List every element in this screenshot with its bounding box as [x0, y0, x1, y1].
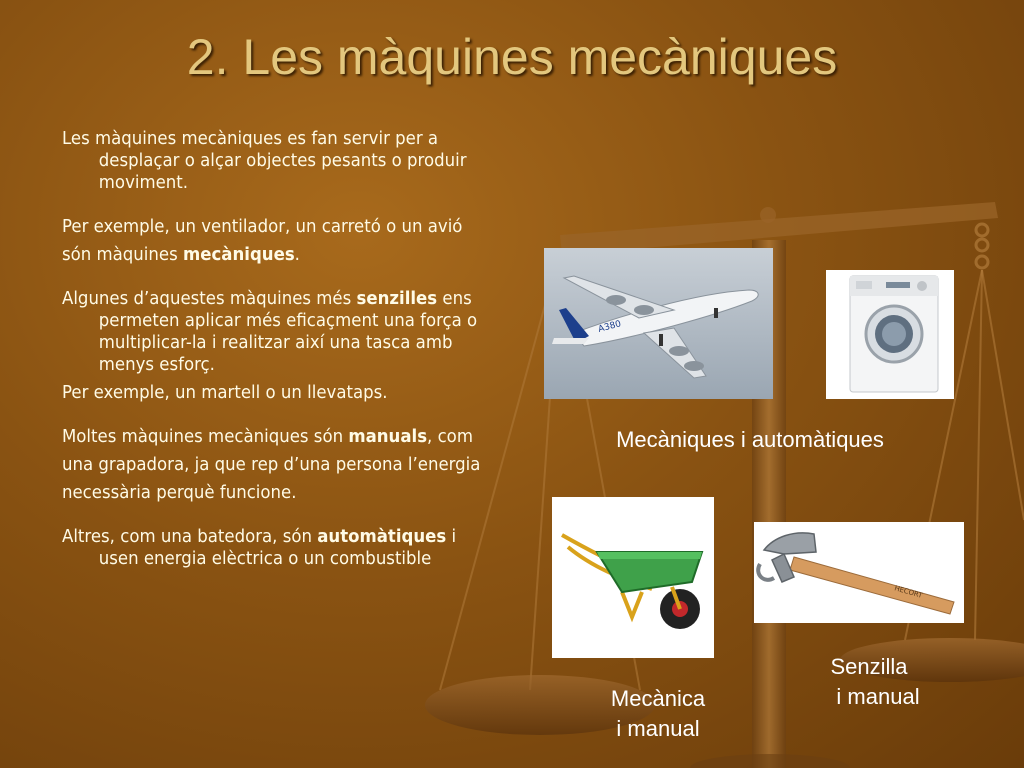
caption-line: Senzilla — [830, 654, 908, 679]
paragraph-stapler: una grapadora, ja que rep d’una persona l’energia — [62, 454, 481, 475]
emphasis-simple: senzilles — [356, 288, 438, 309]
text-fragment: i usen energia elèctrica o un combustible — [98, 526, 457, 569]
paragraph-example-mechanical: Per exemple, un ventilador, un carretó o un avió — [62, 216, 463, 237]
caption-line: i manual — [616, 716, 700, 741]
paragraph-are-mechanical — [62, 244, 487, 266]
paragraph-purpose: Les màquines mecàniques es fan servir per a desplaçar o alçar objectes pesants o produir moviment. — [62, 128, 467, 193]
hammer-photo — [754, 522, 964, 623]
text-fragment: Moltes màquines mecàniques són — [62, 426, 349, 447]
text-fragment: són màquines — [62, 244, 183, 265]
caption-line: i manual — [836, 684, 920, 709]
text-fragment: Altres, com una batedora, són — [62, 526, 318, 547]
caption-line: Mecànica — [610, 686, 706, 711]
paragraph-necessary: necessària perquè funcione. — [62, 482, 297, 503]
slide-title: 2. Les màquines mecàniques — [186, 29, 838, 85]
caption-mechanical-automatic: Mecàniques i automàtiques — [616, 427, 884, 452]
text-fragment: , com — [427, 426, 473, 447]
paragraph-automatic-machines — [62, 526, 487, 570]
text-fragment: Algunes d’aquestes màquines més — [62, 288, 357, 309]
caption-mechanical-manual — [578, 684, 738, 744]
caption-simple-manual — [800, 652, 950, 712]
wheelbarrow-photo — [552, 497, 714, 658]
body-text — [62, 128, 487, 570]
emphasis-manual: manuals — [348, 426, 428, 447]
text-fragment: ens permeten aplicar més eficaçment una força o multiplicar-la i realitzar així una tasca amb menys esforç. — [98, 288, 478, 375]
text-fragment: . — [294, 244, 300, 265]
airplane-photo — [544, 248, 773, 399]
hammer-brand-text: HECORT — [893, 584, 924, 600]
emphasis-automatic: automàtiques — [317, 526, 447, 547]
paragraph-example-simple: Per exemple, un martell o un llevataps. — [62, 382, 388, 403]
paragraph-simple-machines — [62, 288, 487, 376]
airplane-livery-text: A380 — [597, 319, 623, 335]
emphasis-mechanical: mecàniques — [182, 244, 295, 265]
washing-machine-photo — [826, 270, 954, 399]
paragraph-manual-machines — [62, 426, 487, 448]
